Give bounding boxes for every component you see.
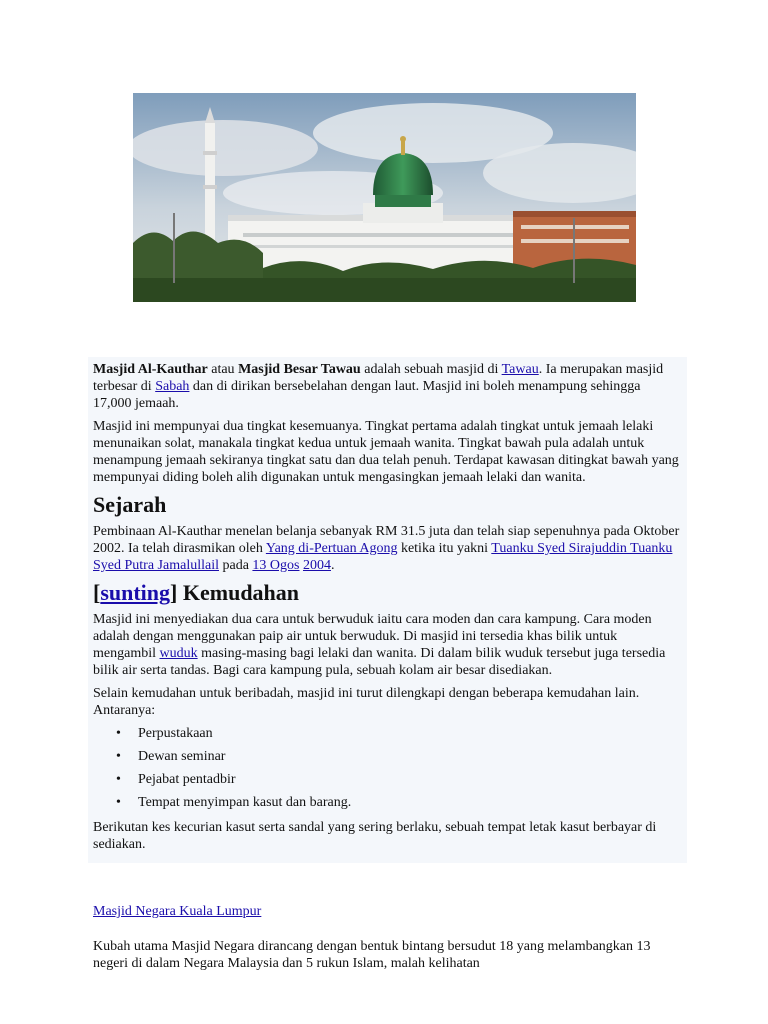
link-2004[interactable]: 2004 — [302, 558, 331, 573]
link-sabah[interactable]: Sabah — [155, 379, 190, 394]
link-tawau[interactable]: Tawau — [501, 362, 539, 377]
kemudahan-text-2: masing-masing bagi lelaki dan wanita. Di dalam bilik wuduk tersebut juga tersedia bilik air serta tandas. Bagi cara kampung pula, sebuah kolam air besar disediakan. — [93, 646, 666, 678]
link-13-ogos[interactable]: 13 Ogos — [252, 558, 300, 573]
link-tuanku-syed-sirajuddin[interactable]: Tuanku Syed Sirajuddin Tuanku Syed Putra Jamalullail — [93, 541, 673, 573]
sejarah-paragraph — [93, 523, 682, 574]
sejarah-text-1: Pembinaan Al-Kauthar menelan belanja sebanyak RM 31.5 juta dan telah siap sepenuhnya pada Oktober 2002. Ia telah dirasmikan oleh — [93, 524, 680, 556]
selain-paragraph: Selain kemudahan untuk beribadah, masjid ini turut dilengkapi dengan beberapa kemudahan lain. Antaranya: — [93, 686, 640, 718]
sejarah-text-3: pada — [218, 558, 253, 573]
heading-sejarah: Sejarah — [93, 492, 167, 517]
intro-text-3: . Ia merupakan masjid terbesar di — [93, 362, 664, 394]
mosque-illustration — [133, 93, 636, 302]
edit-bracket-open: [ — [93, 580, 101, 605]
mosque-alt-name-bold: Masjid Besar Tawau — [238, 362, 361, 377]
heading-kemudahan — [93, 580, 682, 605]
list-item: • Perpustakaan — [138, 725, 682, 742]
intro-paragraph — [93, 361, 682, 412]
link-masjid-negara[interactable]: Masjid Negara Kuala Lumpur — [93, 904, 262, 919]
list-item: • Dewan seminar — [138, 748, 682, 765]
intro-text-4: dan di dirikan bersebelahan dengan laut. Masjid ini boleh menampung sehingga 17,000 jemaah. — [93, 379, 641, 411]
masjid-negara-line — [93, 903, 683, 920]
heading-kemudahan-title: Kemudahan — [182, 580, 300, 605]
list-item: • Pejabat pentadbir — [138, 771, 682, 788]
intro-text-1: atau — [207, 362, 239, 377]
link-wuduk[interactable]: wuduk — [159, 646, 198, 661]
intro-text-2: adalah sebuah masjid di — [360, 362, 502, 377]
edit-bracket-close: ] — [170, 580, 183, 605]
sejarah-text-5: . — [330, 558, 335, 573]
spacer — [93, 920, 683, 938]
list-item: • Tempat menyimpan kasut dan barang. — [138, 794, 682, 811]
kubah-paragraph: Kubah utama Masjid Negara dirancang dengan bentuk bintang bersudut 18 yang melambangkan 13 negeri di dalam Negara Malaysia dan 5 rukun Islam, malah kelihatan — [93, 939, 651, 971]
following-content — [93, 903, 683, 972]
link-yang-di-pertuan-agong[interactable]: Yang di-Pertuan Agong — [265, 541, 398, 556]
mosque-name-bold: Masjid Al-Kauthar — [93, 362, 208, 377]
facilities-list — [93, 725, 682, 811]
floors-paragraph: Masjid ini mempunyai dua tingkat kesemuanya. Tingkat pertama adalah tingkat untuk jemaah lelaki menunaikan solat, manakala tingkat kedua untuk jemaah wanita. Tingkat bawah pula adalah untuk menampung jemaah sekiranya tingkat satu dan dua telah penuh. Terdapat kawasan ditingkat bawah yang mempunyai diding boleh alih digunakan untuk mengasingkan jemaah lelaki dan wanita. — [93, 419, 679, 485]
article-body — [88, 357, 687, 863]
kemudahan-paragraph — [93, 611, 682, 679]
mosque-photo — [133, 93, 636, 302]
kasut-paragraph: Berikutan kes kecurian kasut serta sandal yang sering berlaku, sebuah tempat letak kasut berbayar di sediakan. — [93, 820, 657, 852]
edit-section-link[interactable]: sunting — [100, 580, 171, 605]
sejarah-text-2: ketika itu yakni — [397, 541, 492, 556]
kemudahan-text-1: Masjid ini menyediakan dua cara untuk berwuduk iaitu cara moden dan cara kampung. Cara moden adalah dengan menggunakan paip air untuk berwuduk. Di masjid ini tersedia khas bilik untuk mengambil — [93, 612, 652, 661]
